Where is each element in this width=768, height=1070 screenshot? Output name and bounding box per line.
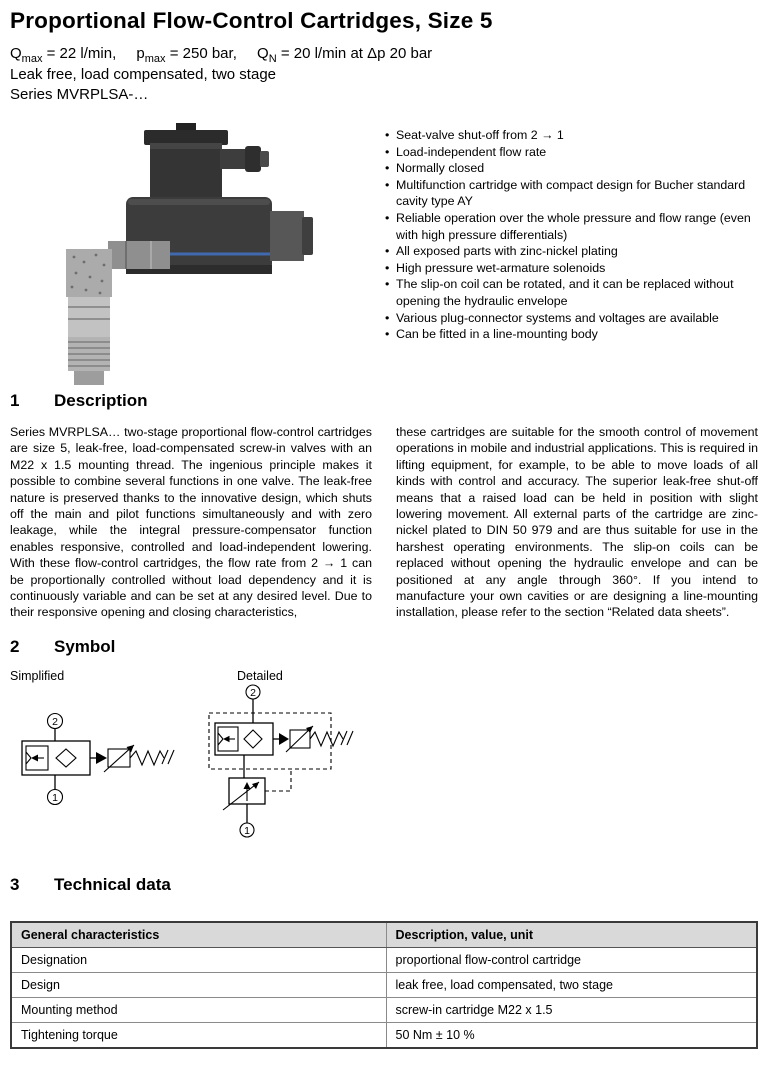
hero-section — [10, 121, 758, 389]
table-header-row — [11, 922, 757, 948]
bullet-icon: • — [385, 144, 390, 159]
bullet-icon: • — [385, 244, 390, 259]
table-row — [11, 997, 757, 1022]
table-cell-value: 50 Nm ± 10 % — [386, 1022, 757, 1048]
table-cell-label: Designation — [11, 947, 386, 972]
spec-qn: $Q_N = 20$ l/min at Δp 20 bar — [257, 45, 433, 65]
bullet-icon: • — [385, 327, 390, 342]
table-row — [11, 947, 757, 972]
technical-data-table — [10, 921, 758, 1049]
table-cell-label: Design — [11, 972, 386, 997]
list-item: • All exposed parts with zinc-nickel plating — [385, 244, 618, 259]
table-cell-label: Mounting method — [11, 997, 386, 1022]
detailed-symbol-diagram — [203, 683, 365, 855]
section-heading-description: 1 Description — [10, 391, 148, 410]
spec-line — [10, 45, 758, 65]
table-cell-value: proportional flow-control cartridge — [386, 947, 757, 972]
feature-list — [385, 127, 759, 343]
table-row — [11, 1022, 757, 1048]
description-columns — [10, 424, 758, 621]
table-header-value: Description, value, unit — [386, 922, 757, 948]
table-header-general: General characteristics — [11, 922, 386, 948]
bullet-icon: • — [385, 177, 390, 192]
simplified-label: Simplified — [10, 668, 65, 683]
list-item: • Load-independent flow rate — [385, 144, 547, 159]
port-label-1: 1 — [52, 791, 58, 804]
bullet-icon: • — [385, 161, 390, 176]
list-item: • High pressure wet-armature solenoids — [385, 260, 606, 275]
description-column-left: Series MVRPLSA… two-stage proportional flow-control cartridges are size 5, leak-free, load-compensated screw-in valves with an M22 x 1.5 mounting thread. The ingenious principle makes it possible to combine several functions in one valve. The leak-free nature is preserved thanks to the innovative design, which shuts off the main and pilot functions simultaneously and with zero leakage, while the integral pressure-compensator function enables responsive, controlled and load-independent lowering. With these flow-control cartridges, the flow rate from 2 → 1 can be proportionally controlled without load dependency and it is continuously variable and can be set at any desired level. Due to their responsive opening and closing characteristics, — [10, 425, 372, 620]
bullet-icon: • — [385, 260, 390, 275]
list-item: • Seat-valve shut-off from 2 → 1 — [385, 128, 564, 142]
section-heading-symbol: 2 Symbol — [10, 636, 116, 656]
table-row — [11, 972, 757, 997]
port-label-2: 2 — [250, 686, 256, 699]
subtitle-series: Series MVRPLSA-… — [10, 86, 149, 103]
simplified-symbol-diagram — [10, 711, 185, 813]
table-cell-label: Tightening torque — [11, 1022, 386, 1048]
table-cell-value: leak free, load compensated, two stage — [386, 972, 757, 997]
subtitle-design: Leak free, load compensated, two stage — [10, 66, 277, 83]
list-item: • Multifunction cartridge with compact design for Bucher standard cavity type AY — [385, 177, 746, 209]
product-photo — [52, 121, 332, 387]
list-item: • Can be fitted in a line-mounting body — [385, 327, 598, 342]
port-label-2: 2 — [52, 715, 58, 728]
spec-pmax: $p_{max} = 250$ bar, — [136, 45, 237, 65]
bullet-icon: • — [385, 128, 390, 142]
port-label-1: 1 — [244, 824, 250, 837]
spec-qmax: $Q_{max} = 22$ l/min, — [10, 45, 117, 65]
page-title: Proportional Flow-Control Cartridges, Size 5 — [10, 8, 493, 33]
bullet-icon: • — [385, 210, 390, 225]
list-item: • The slip-on coil can be rotated, and it can be replaced without opening the hydraulic envelope — [385, 277, 734, 308]
table-cell-value: screw-in cartridge M22 x 1.5 — [386, 997, 757, 1022]
bullet-icon: • — [385, 277, 390, 292]
description-column-right: these cartridges are suitable for the smooth control of movement operations in mobile and industrial applications. This is required in lifting equipment, for example, to be able to move loads of all kinds with control and accuracy. The superior leak-free shut-off means that a raised load can be held in position with slight lowering movement. All external parts of the cartridge are zinc-nickel plated to DIN 50 979 and are thus suitable for use in the harshest operating environments. The slip-on coils can be replaced without opening the hydraulic envelope and can be positioned at any angle through 360°. If you intend to manufacture your own cavities or are designing a line-mounting installation, please refer to the section “Related data sheets”. — [396, 425, 758, 620]
symbol-section — [10, 669, 758, 865]
list-item: • Normally closed — [385, 161, 485, 176]
list-item: • Reliable operation over the whole pressure and flow range (even with high pressure differentials) — [385, 210, 751, 242]
detailed-label: Detailed — [237, 668, 283, 683]
section-heading-technical-data: 3 Technical data — [10, 874, 171, 894]
list-item: • Various plug-connector systems and voltages are available — [385, 310, 719, 325]
bullet-icon: • — [385, 310, 390, 325]
